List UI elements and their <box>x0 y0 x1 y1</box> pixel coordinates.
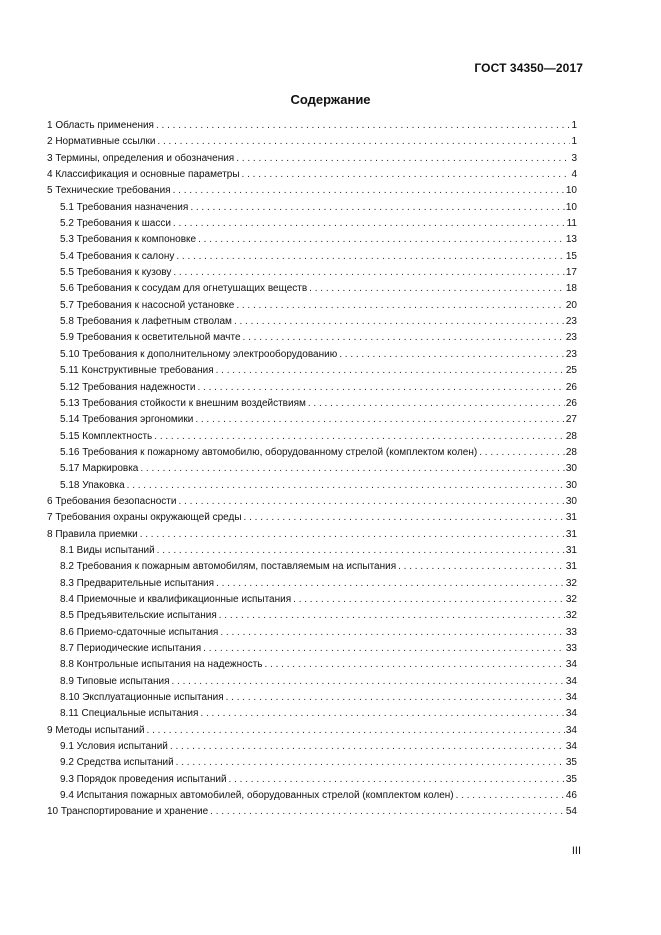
toc-entry-title: 5.14 Требования эргономики <box>60 414 194 426</box>
page-number: III <box>571 845 581 857</box>
toc-entry <box>47 527 577 543</box>
toc-entry-page: 25 <box>565 365 577 377</box>
toc-entry-page: 10 <box>565 185 577 197</box>
toc-entry-title: 8.4 Приемочные и квалификационные испытания <box>60 593 292 605</box>
toc-dot-leader <box>479 445 565 461</box>
toc-entry <box>47 461 577 477</box>
toc-entry <box>47 559 577 575</box>
toc-entry-page: 34 <box>565 741 577 753</box>
toc-entry-page: 54 <box>565 806 577 818</box>
toc-entry-title: 9 Методы испытаний <box>47 724 145 736</box>
toc-entry <box>47 167 577 183</box>
toc-entry-title: 8.2 Требования к пожарным автомобилям, поставляемым на испытания <box>60 561 397 573</box>
toc-entry-page: 23 <box>565 332 577 344</box>
toc-entry-title: 8.5 Предъявительские испытания <box>60 610 217 622</box>
toc-entry-title: 4 Классификация и основные параметры <box>47 169 240 181</box>
toc-entry-page: 17 <box>565 267 577 279</box>
toc-dot-leader <box>229 772 565 788</box>
toc-entry-page: 33 <box>565 626 577 638</box>
toc-entry <box>47 641 577 657</box>
toc-entry-page: 30 <box>565 495 577 507</box>
toc-dot-leader <box>127 478 565 494</box>
toc-entry <box>47 510 577 526</box>
toc-entry-title: 8.11 Специальные испытания <box>60 708 199 720</box>
toc-entry-page: 31 <box>565 528 577 540</box>
toc-entry <box>47 608 577 624</box>
toc-entry <box>47 380 577 396</box>
toc-entry-title: 5.16 Требования к пожарному автомобилю, оборудованному стрелой (комплектом колен) <box>60 446 478 458</box>
toc-dot-leader <box>244 510 565 526</box>
toc-entry-title: 8.6 Приемо-сдаточные испытания <box>60 626 219 638</box>
toc-dot-leader <box>210 804 565 820</box>
toc-entry-title: 5.4 Требования к салону <box>60 250 175 262</box>
toc-entry-page: 32 <box>565 610 577 622</box>
toc-dot-leader <box>195 412 565 428</box>
table-of-contents <box>47 118 577 821</box>
toc-entry <box>47 657 577 673</box>
toc-entry <box>47 478 577 494</box>
toc-entry-page: 23 <box>565 316 577 328</box>
toc-entry <box>47 200 577 216</box>
toc-entry-title: 10 Транспортирование и хранение <box>47 806 209 818</box>
toc-entry-title: 8.9 Типовые испытания <box>60 675 170 687</box>
toc-entry-title: 5.17 Маркировка <box>60 463 139 475</box>
toc-entry-page: 10 <box>565 201 577 213</box>
toc-dot-leader <box>398 559 565 575</box>
toc-dot-leader <box>190 200 565 216</box>
toc-entry-page: 26 <box>565 397 577 409</box>
toc-entry-page: 34 <box>565 724 577 736</box>
toc-entry <box>47 706 577 722</box>
toc-dot-leader <box>173 265 565 281</box>
toc-entry <box>47 739 577 755</box>
toc-entry-page: 32 <box>565 577 577 589</box>
toc-entry-title: 1 Область применения <box>47 120 154 131</box>
toc-entry <box>47 494 577 510</box>
toc-dot-leader <box>216 363 565 379</box>
toc-dot-leader <box>200 706 564 722</box>
toc-entry-page: 30 <box>565 479 577 491</box>
toc-entry <box>47 543 577 559</box>
toc-entry-page: 20 <box>565 299 577 311</box>
toc-entry-title: 9.2 Средства испытаний <box>60 757 174 769</box>
toc-entry-page: 34 <box>565 675 577 687</box>
toc-dot-leader <box>309 281 565 297</box>
toc-entry-title: 5 Технические требования <box>47 185 171 197</box>
toc-entry <box>47 314 577 330</box>
toc-entry-title: 2 Нормативные ссылки <box>47 136 156 148</box>
toc-entry-page: 1 <box>571 136 577 148</box>
toc-entry-title: 5.8 Требования к лафетным стволам <box>60 316 232 328</box>
toc-dot-leader <box>156 118 570 134</box>
toc-entry-title: 5.18 Упаковка <box>60 479 125 491</box>
toc-dot-leader <box>242 167 571 183</box>
toc-entry-page: 31 <box>565 544 577 556</box>
toc-dot-leader <box>173 216 566 232</box>
toc-entry-page: 46 <box>565 790 577 802</box>
toc-dot-leader <box>219 608 565 624</box>
toc-dot-leader <box>154 429 565 445</box>
toc-entry-page: 26 <box>565 381 577 393</box>
toc-entry <box>47 690 577 706</box>
toc-dot-leader <box>178 494 564 510</box>
toc-entry-page: 23 <box>565 348 577 360</box>
toc-entry <box>47 625 577 641</box>
toc-entry <box>47 804 577 820</box>
toc-entry <box>47 330 577 346</box>
toc-entry-page: 31 <box>565 561 577 573</box>
toc-entry-title: 9.4 Испытания пожарных автомобилей, оборудованных стрелой (комплектом колен) <box>60 790 454 802</box>
toc-entry-page: 11 <box>566 218 577 230</box>
toc-dot-leader <box>147 723 565 739</box>
toc-entry <box>47 576 577 592</box>
toc-entry-title: 3 Термины, определения и обозначения <box>47 152 235 164</box>
toc-entry-title: 5.12 Требования надежности <box>60 381 196 393</box>
toc-entry-title: 8.1 Виды испытаний <box>60 544 155 556</box>
toc-entry <box>47 412 577 428</box>
toc-dot-leader <box>234 314 565 330</box>
toc-entry <box>47 396 577 412</box>
toc-entry <box>47 281 577 297</box>
toc-entry-title: 5.1 Требования назначения <box>60 201 189 213</box>
toc-entry-page: 32 <box>565 593 577 605</box>
toc-entry <box>47 723 577 739</box>
toc-entry-title: 6 Требования безопасности <box>47 495 177 507</box>
toc-dot-leader <box>176 249 565 265</box>
toc-entry-page: 4 <box>571 169 577 181</box>
toc-entry-title: 8.10 Эксплуатационные испытания <box>60 692 224 704</box>
toc-dot-leader <box>236 298 565 314</box>
toc-dot-leader <box>157 134 570 150</box>
toc-dot-leader <box>173 183 565 199</box>
toc-dot-leader <box>456 788 565 804</box>
toc-dot-leader <box>220 625 565 641</box>
toc-entry-title: 5.6 Требования к сосудам для огнетушащих веществ <box>60 283 308 295</box>
toc-entry-title: 5.3 Требования к компоновке <box>60 234 197 246</box>
toc-dot-leader <box>157 543 565 559</box>
toc-entry <box>47 249 577 265</box>
toc-entry <box>47 674 577 690</box>
toc-entry <box>47 265 577 281</box>
toc-entry-title: 7 Требования охраны окружающей среды <box>47 512 242 524</box>
toc-entry-page: 31 <box>565 512 577 524</box>
toc-entry-page: 30 <box>565 463 577 475</box>
toc-dot-leader <box>226 690 565 706</box>
toc-dot-leader <box>197 380 564 396</box>
toc-title: Содержание <box>290 92 371 107</box>
toc-entry-title: 5.10 Требования к дополнительному электрооборудованию <box>60 348 338 360</box>
toc-entry-title: 5.13 Требования стойкости к внешним воздействиям <box>60 397 306 409</box>
toc-entry-page: 3 <box>571 152 577 164</box>
toc-entry <box>47 772 577 788</box>
toc-entry-title: 5.9 Требования к осветительной мачте <box>60 332 241 344</box>
toc-dot-leader <box>236 151 570 167</box>
toc-entry <box>47 151 577 167</box>
toc-dot-leader <box>339 347 565 363</box>
toc-entry-page: 33 <box>565 643 577 654</box>
toc-dot-leader <box>293 592 565 608</box>
toc-entry-title: 5.11 Конструктивные требования <box>60 365 214 377</box>
toc-dot-leader <box>176 755 565 771</box>
toc-entry-page: 34 <box>565 659 577 671</box>
toc-entry <box>47 216 577 232</box>
toc-entry-title: 5.15 Комплектность <box>60 430 153 442</box>
toc-entry-page: 15 <box>565 250 577 262</box>
toc-entry <box>47 347 577 363</box>
toc-entry-title: 9.1 Условия испытаний <box>60 741 168 753</box>
toc-dot-leader <box>198 232 565 248</box>
toc-entry <box>47 755 577 771</box>
toc-dot-leader <box>308 396 565 412</box>
toc-entry-page: 35 <box>565 757 577 769</box>
toc-entry <box>47 118 577 134</box>
toc-entry-title: 8.8 Контрольные испытания на надежность <box>60 659 263 671</box>
toc-entry-page: 34 <box>565 708 577 720</box>
toc-dot-leader <box>264 657 564 673</box>
toc-entry-title: 5.5 Требования к кузову <box>60 267 172 279</box>
toc-dot-leader <box>203 641 565 657</box>
toc-dot-leader <box>170 739 565 755</box>
toc-entry <box>47 134 577 150</box>
toc-entry-page: 35 <box>565 773 577 785</box>
toc-entry-title: 5.2 Требования к шасси <box>60 218 171 230</box>
toc-entry-page: 18 <box>565 283 577 295</box>
toc-entry <box>47 445 577 461</box>
toc-dot-leader <box>140 461 565 477</box>
toc-entry <box>47 183 577 199</box>
toc-entry-title: 5.7 Требования к насосной установке <box>60 299 235 311</box>
toc-entry <box>47 298 577 314</box>
document-code: ГОСТ 34350—2017 <box>474 61 583 75</box>
toc-entry-title: 9.3 Порядок проведения испытаний <box>60 773 227 785</box>
toc-dot-leader <box>140 527 565 543</box>
toc-entry-page: 28 <box>565 446 577 458</box>
toc-entry-title: 8.7 Периодические испытания <box>60 643 202 654</box>
toc-dot-leader <box>172 674 565 690</box>
toc-entry-page: 27 <box>565 414 577 426</box>
toc-entry <box>47 232 577 248</box>
toc-entry-title: 8.3 Предварительные испытания <box>60 577 215 589</box>
toc-entry <box>47 429 577 445</box>
toc-entry <box>47 363 577 379</box>
toc-entry-title: 8 Правила приемки <box>47 528 138 540</box>
toc-entry-page: 34 <box>565 692 577 704</box>
toc-dot-leader <box>216 576 565 592</box>
toc-entry <box>47 592 577 608</box>
toc-entry-page: 1 <box>571 120 577 131</box>
toc-entry <box>47 788 577 804</box>
toc-dot-leader <box>243 330 565 346</box>
toc-entry-page: 28 <box>565 430 577 442</box>
toc-entry-page: 13 <box>565 234 577 246</box>
